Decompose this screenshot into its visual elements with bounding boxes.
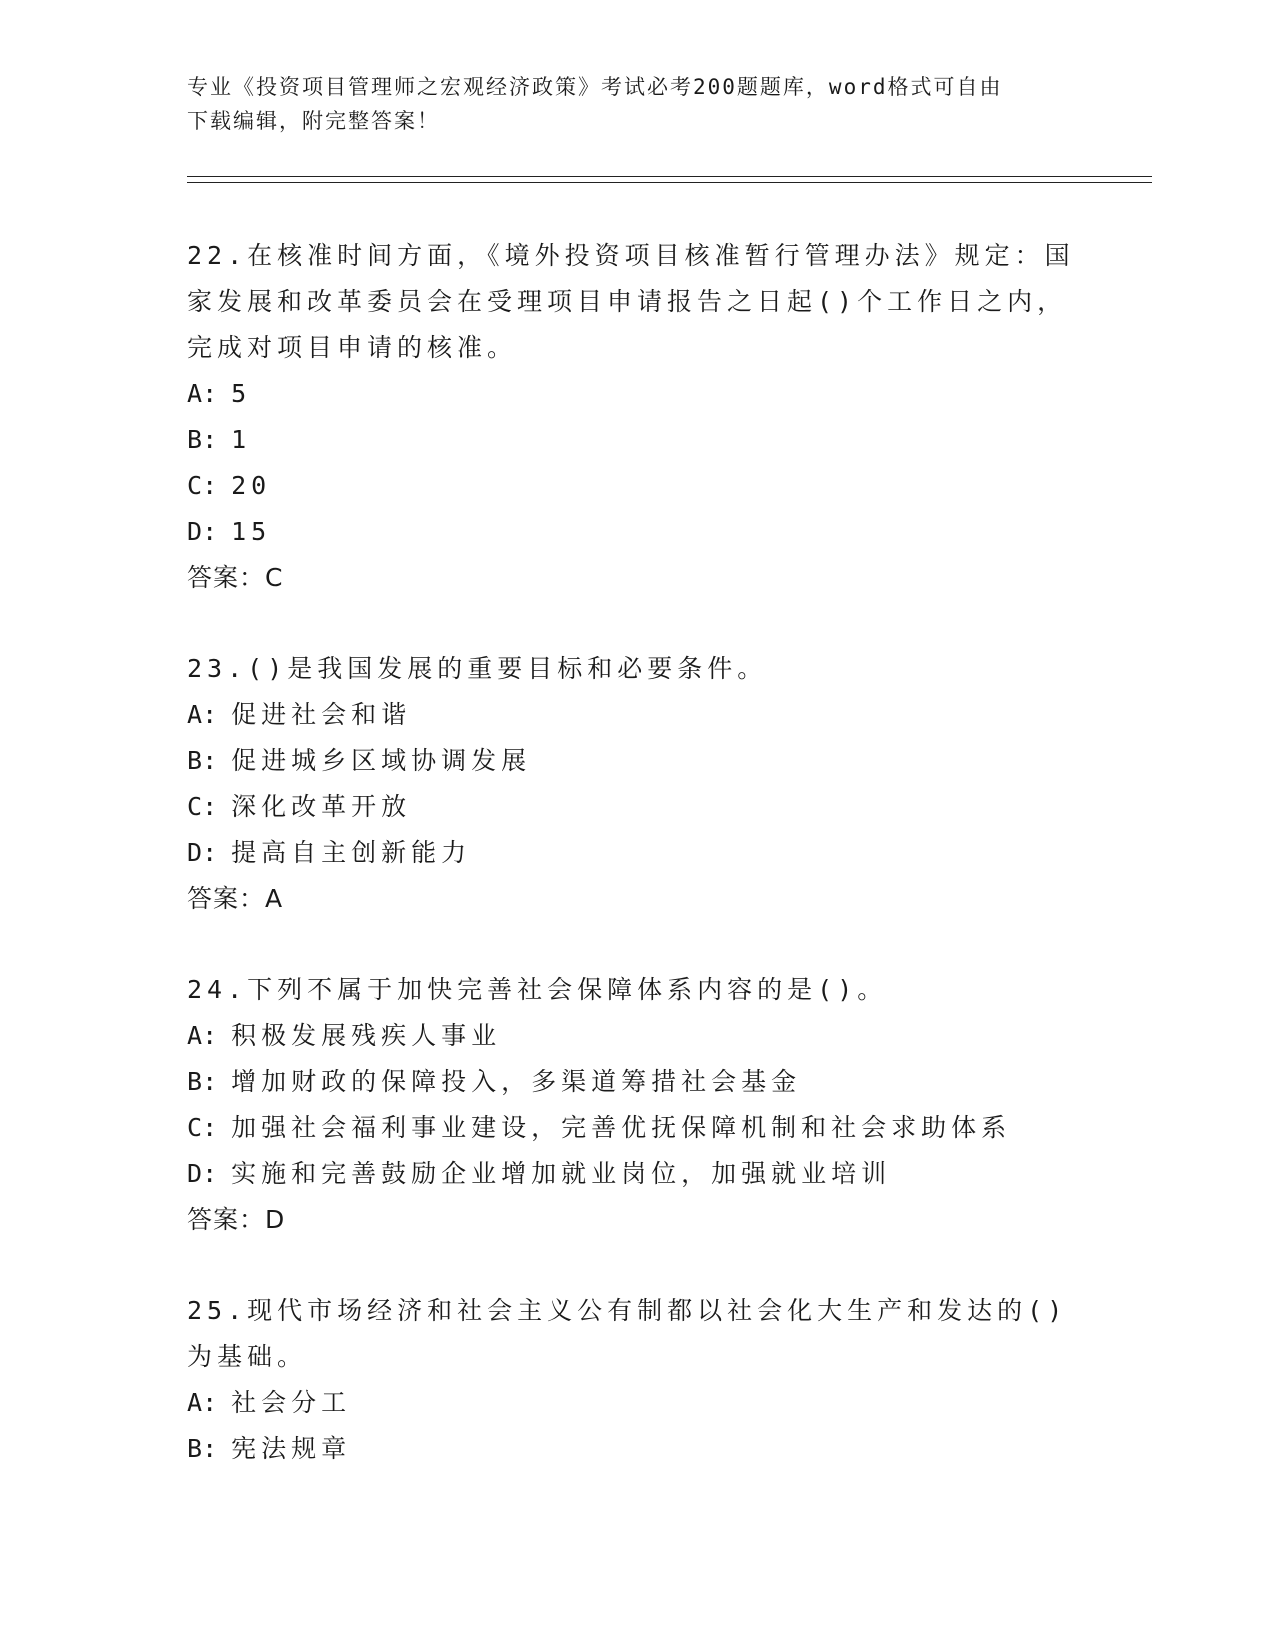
option-c: C: 20 (187, 471, 272, 500)
question-23 (187, 646, 1087, 922)
header-line-1: 专业《投资项目管理师之宏观经济政策》考试必考200题题库，word格式可自由 (187, 75, 1003, 99)
option-b: B: 1 (187, 425, 252, 454)
header-divider-top (187, 176, 1152, 177)
header-divider-bottom (187, 182, 1152, 183)
question-stem: 24.下列不属于加快完善社会保障体系内容的是()。 (187, 975, 888, 1004)
question-24 (187, 967, 1087, 1243)
document-header (187, 70, 1087, 138)
option-c: C: 加强社会福利事业建设，完善优抚保障机制和社会求助体系 (187, 1113, 1012, 1142)
option-d: D: 实施和完善鼓励企业增加就业岗位，加强就业培训 (187, 1159, 892, 1188)
option-b: B: 宪法规章 (187, 1434, 352, 1463)
option-c: C: 深化改革开放 (187, 792, 412, 821)
option-b: B: 促进城乡区域协调发展 (187, 746, 532, 775)
option-d: D: 提高自主创新能力 (187, 838, 472, 867)
question-stem: 22.在核准时间方面，《境外投资项目核准暂行管理办法》规定：国家发展和改革委员会在受理项目申请报告之日起()个工作日之内，完成对项目申请的核准。 (187, 241, 1075, 362)
question-stem: 23.()是我国发展的重要目标和必要条件。 (187, 654, 768, 683)
question-stem: 25.现代市场经济和社会主义公有制都以社会化大生产和发达的()为基础。 (187, 1296, 1068, 1371)
option-a: A: 5 (187, 379, 252, 408)
question-list (187, 233, 1087, 1517)
answer-line: 答案：C (187, 563, 284, 592)
answer-line: 答案：D (187, 1205, 286, 1234)
question-22 (187, 233, 1087, 601)
option-a: A: 促进社会和谐 (187, 700, 412, 729)
option-a: A: 积极发展残疾人事业 (187, 1021, 502, 1050)
answer-line: 答案：A (187, 884, 284, 913)
option-b: B: 增加财政的保障投入，多渠道筹措社会基金 (187, 1067, 802, 1096)
header-line-2: 下载编辑，附完整答案！ (187, 109, 440, 133)
option-a: A: 社会分工 (187, 1388, 352, 1417)
option-d: D: 15 (187, 517, 272, 546)
question-25 (187, 1288, 1087, 1472)
